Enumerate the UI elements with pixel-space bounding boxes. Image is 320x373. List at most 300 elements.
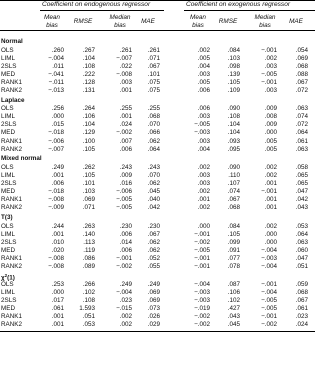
table-cell: .062 xyxy=(147,180,160,187)
table-cell: .128 xyxy=(82,78,95,86)
section-title-text: Normal xyxy=(1,38,23,45)
row-label: OLS xyxy=(1,222,14,230)
table-cell: .110 xyxy=(228,171,240,179)
table-cell: .002 xyxy=(197,46,210,54)
column-header-line: Mean xyxy=(44,14,60,21)
table-cell: .002 xyxy=(264,163,277,171)
table-cell: .267 xyxy=(82,46,95,54)
row-label: MED xyxy=(1,129,15,137)
table-cell: .047 xyxy=(295,254,308,262)
table-cell: −.001 xyxy=(116,254,132,262)
row-label: 2SLS xyxy=(1,238,17,246)
table-cell: −.013 xyxy=(48,86,64,94)
table-cell: .061 xyxy=(51,305,64,313)
table-cell: .072 xyxy=(295,121,308,129)
table-cell: .071 xyxy=(82,204,95,212)
table-cell: −.001 xyxy=(194,230,210,238)
table-cell: .074 xyxy=(295,113,308,121)
table-cell: .129 xyxy=(82,129,95,137)
table-cell: .107 xyxy=(227,180,240,187)
table-cell: .003 xyxy=(197,137,210,145)
table-cell: .068 xyxy=(295,289,308,297)
table-cell: .003 xyxy=(119,78,132,86)
table-cell: .427 xyxy=(227,305,240,313)
row-label: MED xyxy=(1,305,15,313)
table-cell: .104 xyxy=(227,129,240,137)
table-cell: .067 xyxy=(227,196,240,204)
table-cell: .230 xyxy=(147,222,160,230)
table-cell: .002 xyxy=(119,321,132,329)
column-header xyxy=(105,14,135,29)
table-cell: .222 xyxy=(82,70,95,78)
table-cell: −.005 xyxy=(194,121,210,129)
table-cell: .263 xyxy=(82,222,95,230)
table-cell: .244 xyxy=(51,222,64,230)
table-cell: .070 xyxy=(147,121,160,129)
table-cell: .086 xyxy=(82,254,95,262)
table-cell: .091 xyxy=(227,246,240,254)
group-rule-exogenous xyxy=(184,10,315,11)
row-label: RANK2 xyxy=(1,321,22,329)
table-cell: −.004 xyxy=(261,289,277,297)
section-title xyxy=(1,155,42,163)
table-cell: .266 xyxy=(82,281,95,289)
table-cell: .099 xyxy=(227,238,240,246)
table-cell: .003 xyxy=(197,180,210,187)
table-cell: −.004 xyxy=(116,289,132,297)
table-cell: .011 xyxy=(52,62,64,70)
table-cell: −.002 xyxy=(261,321,277,329)
table-cell: −.008 xyxy=(48,262,64,270)
table-cell: .089 xyxy=(82,262,95,270)
table-cell: .000 xyxy=(264,129,277,137)
row-label: 2SLS xyxy=(1,297,17,305)
table-cell: .230 xyxy=(119,222,132,230)
table-cell: .002 xyxy=(264,171,277,179)
header-rule xyxy=(0,30,315,31)
table-cell: .052 xyxy=(147,254,160,262)
table-cell: .255 xyxy=(119,105,132,113)
column-header-line: RMSE xyxy=(73,18,93,25)
column-header-line: RMSE xyxy=(218,18,238,25)
table-cell: .006 xyxy=(119,145,132,153)
table-cell: .009 xyxy=(264,121,277,129)
table-cell: .131 xyxy=(82,86,95,94)
table-cell: .006 xyxy=(51,180,64,187)
table-cell: .003 xyxy=(197,171,210,179)
bottom-rule xyxy=(0,331,315,332)
table-cell: .084 xyxy=(227,46,240,54)
table-cell: .054 xyxy=(295,46,308,54)
table-cell: .000 xyxy=(197,222,210,230)
table-cell: .001 xyxy=(264,180,277,187)
table-cell: .040 xyxy=(147,196,160,204)
row-label: LIML xyxy=(1,230,15,238)
table-cell: .104 xyxy=(82,54,95,62)
table-cell: −.005 xyxy=(116,196,132,204)
table-cell: .103 xyxy=(227,54,240,62)
table-cell: .020 xyxy=(51,246,64,254)
table-cell: .017 xyxy=(51,297,64,305)
table-cell: .001 xyxy=(119,86,132,94)
table-cell: .074 xyxy=(227,188,240,196)
table-cell: .108 xyxy=(82,297,95,305)
table-cell: −.001 xyxy=(261,188,277,196)
table-cell: .002 xyxy=(264,222,277,230)
table-cell: .070 xyxy=(147,171,160,179)
row-label: RANK2 xyxy=(1,145,22,153)
table-cell: .062 xyxy=(147,137,160,145)
table-cell: .068 xyxy=(147,113,160,121)
table-cell: .002 xyxy=(264,54,277,62)
table-cell: .006 xyxy=(197,86,210,94)
table-cell: .000 xyxy=(51,113,64,121)
table-cell: .058 xyxy=(295,163,308,171)
table-cell: .053 xyxy=(82,321,95,329)
table-cell: .063 xyxy=(295,105,308,113)
row-label: 2SLS xyxy=(1,62,17,70)
table-cell: .067 xyxy=(295,297,308,305)
table-cell: .108 xyxy=(82,62,95,70)
table-cell: −.006 xyxy=(116,188,132,196)
table-cell: .043 xyxy=(295,204,308,212)
table-cell: −.009 xyxy=(48,204,64,212)
row-label: LIML xyxy=(1,113,15,121)
table-cell: .006 xyxy=(197,105,210,113)
table-cell: .014 xyxy=(119,238,132,246)
section-title-text: Mixed normal xyxy=(1,155,42,163)
row-label: RANK2 xyxy=(1,262,22,270)
table-cell: −.006 xyxy=(48,137,64,145)
column-header xyxy=(133,18,163,26)
table-cell: .000 xyxy=(264,230,277,238)
table-cell: .249 xyxy=(119,281,132,289)
table-cell: .051 xyxy=(82,313,95,321)
table-cell: .016 xyxy=(119,180,132,187)
table-cell: .023 xyxy=(295,313,308,321)
table-cell: .073 xyxy=(147,305,160,313)
table-cell: −.003 xyxy=(194,297,210,305)
row-label: LIML xyxy=(1,289,15,297)
table-cell: −.001 xyxy=(194,254,210,262)
row-label: MED xyxy=(1,188,15,196)
table-cell: −.019 xyxy=(194,305,210,313)
group-header-endogenous: Coefficient on endogenous regressor xyxy=(42,1,151,8)
table-cell: .008 xyxy=(264,113,277,121)
table-cell: .024 xyxy=(295,321,308,329)
table-cell: .261 xyxy=(147,46,160,54)
section-title xyxy=(1,38,23,46)
table-cell: −.002 xyxy=(194,321,210,329)
row-label: RANK1 xyxy=(1,196,22,204)
table-cell: .045 xyxy=(227,321,240,329)
column-header-line: bias xyxy=(259,21,271,29)
table-cell: .261 xyxy=(119,46,132,54)
table-cell: .108 xyxy=(227,113,240,121)
table-cell: .078 xyxy=(227,262,240,270)
table-cell: .042 xyxy=(147,204,160,212)
table-cell: .029 xyxy=(147,321,160,329)
table-cell: .105 xyxy=(227,230,240,238)
table-cell: −.008 xyxy=(116,70,132,78)
row-label: RANK1 xyxy=(1,78,22,86)
column-header xyxy=(68,18,98,26)
table-cell: .105 xyxy=(227,78,240,86)
row-label: LIML xyxy=(1,54,15,62)
table-cell: .001 xyxy=(51,321,64,329)
table-cell: .061 xyxy=(295,305,308,313)
group-rule-endogenous xyxy=(40,10,164,11)
table-cell: .005 xyxy=(197,78,210,86)
section-title-superscript: 2 xyxy=(4,273,8,279)
table-cell: .002 xyxy=(119,313,132,321)
section-title-text: T(3) xyxy=(1,213,13,221)
table-cell: .053 xyxy=(295,222,308,230)
table-cell: .069 xyxy=(82,196,95,204)
table-cell: .077 xyxy=(227,254,240,262)
row-label: RANK1 xyxy=(1,313,22,321)
table-cell: .102 xyxy=(82,289,95,297)
table-cell: .101 xyxy=(82,180,95,187)
table-cell: .063 xyxy=(295,145,308,153)
column-header xyxy=(37,14,67,29)
row-label: OLS xyxy=(1,163,14,171)
row-label: OLS xyxy=(1,105,14,113)
table-cell: .098 xyxy=(227,62,240,70)
table-cell: −.002 xyxy=(194,238,210,246)
table-cell: −.041 xyxy=(48,70,64,78)
table-cell: .105 xyxy=(82,145,95,153)
table-cell: .043 xyxy=(227,313,240,321)
table-cell: −.002 xyxy=(194,313,210,321)
table-cell: .042 xyxy=(295,196,308,204)
table-cell: .003 xyxy=(264,62,277,70)
table-cell: .001 xyxy=(51,230,64,238)
table-cell: .007 xyxy=(119,137,132,145)
table-cell: .264 xyxy=(82,105,95,113)
table-cell: −.002 xyxy=(116,129,132,137)
table-cell: .010 xyxy=(51,238,64,246)
row-label: OLS xyxy=(1,46,14,54)
table-cell: .005 xyxy=(264,145,277,153)
table-cell: −.018 xyxy=(48,129,64,137)
table-cell: .064 xyxy=(147,145,160,153)
table-cell: −.001 xyxy=(261,78,277,86)
table-cell: .101 xyxy=(147,70,160,78)
table-cell: .090 xyxy=(227,105,240,113)
table-cell: .065 xyxy=(295,171,308,179)
table-cell: −.008 xyxy=(48,196,64,204)
table-cell: .075 xyxy=(147,86,160,94)
table-cell: .026 xyxy=(147,313,160,321)
table-cell: −.007 xyxy=(48,145,64,153)
table-cell: .104 xyxy=(82,121,95,129)
table-cell: .139 xyxy=(227,70,240,78)
table-cell: .068 xyxy=(295,62,308,70)
row-label: RANK1 xyxy=(1,254,22,262)
table-cell: −.003 xyxy=(194,129,210,137)
table-cell: .088 xyxy=(295,70,308,78)
table-cell: .000 xyxy=(264,238,277,246)
table-cell: .064 xyxy=(295,129,308,137)
table-cell: −.004 xyxy=(194,281,210,289)
table-cell: .001 xyxy=(119,113,132,121)
table-cell: .255 xyxy=(147,105,160,113)
table-cell: .140 xyxy=(82,230,95,238)
column-header-line: bias xyxy=(192,21,204,29)
table-cell: .055 xyxy=(147,262,160,270)
table-cell: −.005 xyxy=(116,204,132,212)
column-header-line: MAE xyxy=(141,18,155,25)
row-label: RANK2 xyxy=(1,86,22,94)
table-cell: .067 xyxy=(147,62,160,70)
table-cell: .009 xyxy=(119,171,132,179)
table-cell: .004 xyxy=(197,145,210,153)
table-cell: .009 xyxy=(264,105,277,113)
column-header-line: bias xyxy=(114,21,126,29)
table-cell: .001 xyxy=(51,313,64,321)
table-cell: .001 xyxy=(264,196,277,204)
column-header-line: bias xyxy=(46,21,58,29)
table-cell: −.003 xyxy=(261,254,277,262)
table-cell: −.001 xyxy=(194,262,210,270)
table-cell: .062 xyxy=(147,246,160,254)
table-cell: .113 xyxy=(83,238,95,246)
table-cell: .105 xyxy=(82,171,95,179)
row-label: 2SLS xyxy=(1,180,17,187)
column-header xyxy=(213,18,243,26)
table-cell: −.018 xyxy=(48,188,64,196)
table-cell: .106 xyxy=(82,113,95,121)
table-cell: −.001 xyxy=(261,46,277,54)
table-cell: .262 xyxy=(82,163,95,171)
table-cell: .060 xyxy=(295,246,308,254)
table-cell: .243 xyxy=(147,163,160,171)
table-cell: .059 xyxy=(295,281,308,289)
table-cell: .072 xyxy=(295,86,308,94)
table-cell: .005 xyxy=(264,137,277,145)
table-cell: .102 xyxy=(227,297,240,305)
row-label: RANK1 xyxy=(1,137,22,145)
table-cell: .075 xyxy=(147,78,160,86)
table-cell: −.008 xyxy=(48,254,64,262)
table-cell: −.005 xyxy=(261,305,277,313)
table-cell: .006 xyxy=(119,230,132,238)
section-title-text: Laplace xyxy=(1,96,25,104)
table-cell: .084 xyxy=(227,222,240,230)
row-label: MED xyxy=(1,70,15,78)
table-cell: .004 xyxy=(197,62,210,70)
table-cell: −.015 xyxy=(116,305,132,313)
table-cell: .095 xyxy=(227,145,240,153)
column-header-line: Mean xyxy=(190,14,206,21)
section-title xyxy=(1,214,13,222)
table-cell: −.005 xyxy=(194,246,210,254)
table-cell: −.007 xyxy=(116,54,132,62)
table-cell: .119 xyxy=(83,246,95,254)
table-cell: −.005 xyxy=(261,297,277,305)
table-cell: .069 xyxy=(295,54,308,62)
table-cell: −.004 xyxy=(48,54,64,62)
table-cell: .256 xyxy=(51,105,64,113)
table-cell: .003 xyxy=(197,70,210,78)
table-cell: −.005 xyxy=(261,70,277,78)
table-cell: −.003 xyxy=(194,289,210,297)
table-cell: .104 xyxy=(227,121,240,129)
table-cell: .100 xyxy=(82,137,95,145)
table-cell: .015 xyxy=(51,121,64,129)
table-cell: .071 xyxy=(147,54,160,62)
table-cell: .087 xyxy=(227,281,240,289)
table-cell: .001 xyxy=(197,196,210,204)
table-cell: .022 xyxy=(119,62,132,70)
table-cell: .006 xyxy=(119,246,132,254)
table-cell: .001 xyxy=(264,204,277,212)
row-label: OLS xyxy=(1,281,14,289)
column-header-line: Median xyxy=(254,14,276,21)
table-cell: .003 xyxy=(197,113,210,121)
table-cell: −.001 xyxy=(261,313,277,321)
table-cell: .047 xyxy=(295,188,308,196)
table-cell: .002 xyxy=(197,163,210,171)
column-header xyxy=(250,14,280,29)
table-cell: .066 xyxy=(147,129,160,137)
table-cell: .002 xyxy=(197,188,210,196)
table-cell: .024 xyxy=(119,121,132,129)
table-cell: .063 xyxy=(295,238,308,246)
row-label: 2SLS xyxy=(1,121,17,129)
table-cell: .090 xyxy=(227,163,240,171)
table-cell: .067 xyxy=(147,230,160,238)
row-label: MED xyxy=(1,246,15,254)
table-cell: .093 xyxy=(227,137,240,145)
table-cell: .253 xyxy=(51,281,64,289)
table-cell: −.001 xyxy=(261,281,277,289)
section-title-suffix: (1) xyxy=(7,274,15,282)
table-cell: .260 xyxy=(51,46,64,54)
table-cell: .069 xyxy=(147,297,160,305)
column-header xyxy=(281,18,311,26)
table-cell: .067 xyxy=(295,78,308,86)
table-cell: .065 xyxy=(295,180,308,187)
table-cell: −.004 xyxy=(261,246,277,254)
table-cell: .109 xyxy=(227,86,240,94)
table-cell: −.004 xyxy=(261,262,277,270)
table-cell: .106 xyxy=(227,289,240,297)
row-label: RANK2 xyxy=(1,204,22,212)
table-cell: .069 xyxy=(147,289,160,297)
group-header-exogenous: Coefficient on exogenous regressor xyxy=(186,1,291,8)
table-cell: .005 xyxy=(197,54,210,62)
row-label: LIML xyxy=(1,171,15,179)
section-title xyxy=(1,97,24,105)
column-header-line: MAE xyxy=(289,18,303,25)
table-cell: −.011 xyxy=(48,78,64,86)
section-title-text: χ xyxy=(1,274,5,282)
table-cell: .023 xyxy=(119,297,132,305)
table-cell: .003 xyxy=(264,86,277,94)
column-header xyxy=(183,14,213,29)
table-cell: −.002 xyxy=(116,262,132,270)
table-cell: .243 xyxy=(119,163,132,171)
table-cell: .103 xyxy=(82,188,95,196)
table-cell: .064 xyxy=(295,230,308,238)
table-cell: .002 xyxy=(197,204,210,212)
table-cell: .061 xyxy=(295,137,308,145)
table-cell: .249 xyxy=(51,163,64,171)
table-cell: .000 xyxy=(51,289,64,297)
table-cell: .051 xyxy=(295,262,308,270)
